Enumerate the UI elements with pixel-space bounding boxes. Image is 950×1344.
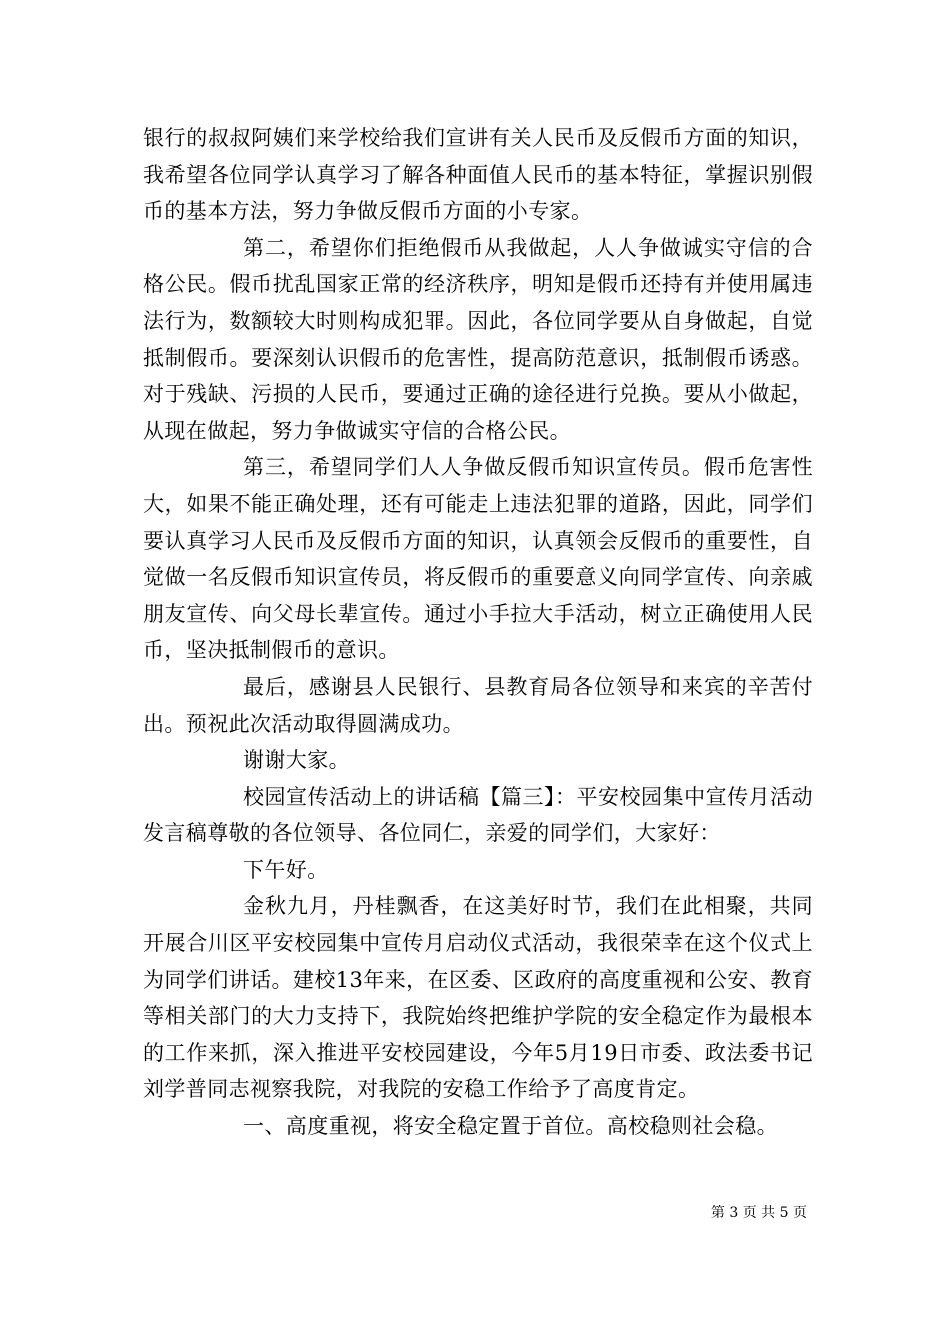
paragraph-4: 最后，感谢县人民银行、县教育局各位领导和来宾的辛苦付出。预祝此次活动取得圆满成功。 [143,674,813,736]
paragraph-5: 谢谢大家。 [243,748,350,773]
paragraph-9: 一、高度重视，将安全稳定置于首位。高校稳则社会稳。 [243,1114,778,1139]
paragraph-8: 金秋九月，丹桂飘香，在这美好时节，我们在此相聚，共同开展合川区平安校园集中宣传月启动仪式活动，我很荣幸在这个仪式上为同学们讲话。建校13年来，在区委、区政府的高度重视和公安、教育等相关部门的大力支持下，我院始终把维护学院的安全稳定作为最根本的工作来抓，深入推进平安校园建设，今年5月19日市委、政法委书记刘学普同志视察我院，对我院的安稳工作给予了高度肯定。 [143,894,813,1102]
paragraph-3: 第三，希望同学们人人争做反假币知识宣传员。假币危害性大，如果不能正确处理，还有可能走上违法犯罪的道路，因此，同学们要认真学习人民币及反假币方面的知识，认真领会反假币的重要性，自觉做一名反假币知识宣传员，将反假币的重要意义向同学宣传、向亲戚朋友宣传、向父母长辈宣传。通过小手拉大手活动，树立正确使用人民币，坚决抵制假币的意识。 [143,455,813,663]
page-number: 第 3 页 共 5 页 [710,1205,807,1221]
paragraph-6: 校园宣传活动上的讲话稿【篇三】：平安校园集中宣传月活动发言稿尊敬的各位领导、各位同仁，亲爱的同学们，大家好： [143,784,813,846]
paragraph-7: 下午好。 [243,857,329,882]
paragraph-1: 银行的叔叔阿姨们来学校给我们宣讲有关人民币及反假币方面的知识，我希望各位同学认真学习了解各种面值人民币的基本特征，掌握识别假币的基本方法，努力争做反假币方面的小专家。 [143,126,813,224]
document-body [143,120,813,1145]
paragraph-2: 第二，希望你们拒绝假币从我做起，人人争做诚实守信的合格公民。假币扰乱国家正常的经济秩序，明知是假币还持有并使用属违法行为，数额较大时则构成犯罪。因此，各位同学要从自身做起，自觉抵制假币。要深刻认识假币的危害性，提高防范意识，抵制假币诱惑。对于残缺、污损的人民币，要通过正确的途径进行兑换。要从小做起，从现在做起，努力争做诚实守信的合格公民。 [143,235,813,443]
